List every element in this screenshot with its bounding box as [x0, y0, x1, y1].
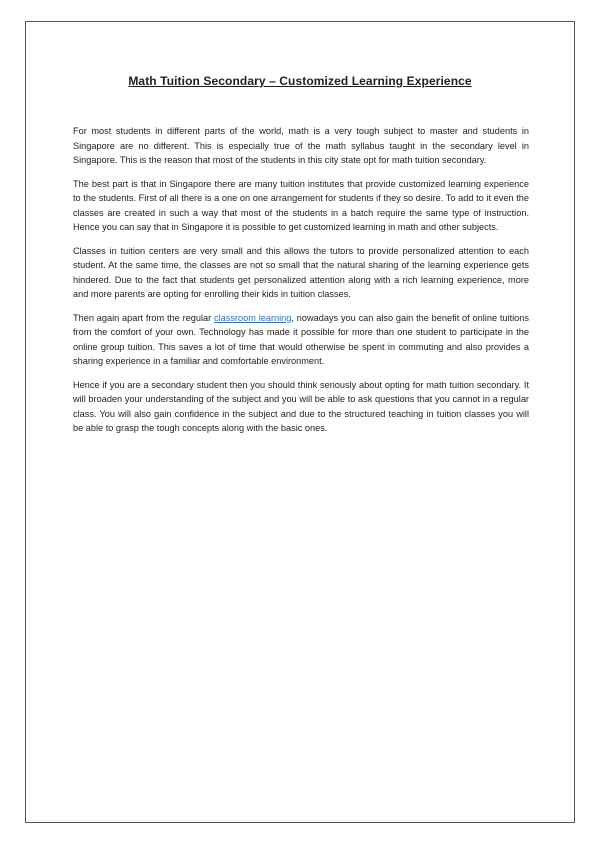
classroom-learning-link[interactable]: classroom learning — [214, 312, 292, 323]
paragraph-5: Hence if you are a secondary student then you should think seriously about opting for math tuition secondary. It will broaden your understanding of the subject and you will be able to ask questions that you cannot in a regular class. You will also gain confidence in the subject and due to the structured teaching in tuition classes you will be able to grasp the tough concepts along with the basic ones. — [73, 379, 529, 433]
document-body — [73, 124, 529, 445]
paragraph-4 — [73, 311, 529, 369]
paragraph-2: The best part is that in Singapore there are many tuition institutes that provide customized learning experience to the students. First of all there is a one on one arrangement for students if they so desire. To add to it even the classes are created in such a way that most of the students in a batch require the same type of instruction. Hence you can say that in Singapore it is possible to get customized learning in math and other subjects. — [73, 178, 529, 232]
paragraph-4-text-after: , nowadays you can also gain the benefit of online tuitions from the comfort of your own. Technology has made it possible for more than one student to participate in the online group tuition. This saves a lot of time that would otherwise be spent in commuting and also provides a sharing experience in a familiar and comfortable environment. — [73, 312, 529, 366]
document-page — [25, 21, 575, 823]
paragraph-1: For most students in different parts of the world, math is a very tough subject to master and students in Singapore are no different. This is especially true of the math syllabus taught in the secondary level in Singapore. This is the reason that most of the students in this city state opt for math tuition secondary. — [73, 126, 529, 165]
paragraph-4-text-before: Then again apart from the regular — [73, 312, 215, 323]
paragraph-3: Classes in tuition centers are very small and this allows the tutors to provide personalized attention to each student. At the same time, the classes are not so small that the natural sharing of the learning experience gets hindered. Due to the fact that students get personalized attention along with a rich learning experience, more and more parents are opting for enrolling their kids in tuition classes. — [73, 245, 529, 299]
document-title: Math Tuition Secondary – Customized Learning Experience — [128, 74, 472, 88]
